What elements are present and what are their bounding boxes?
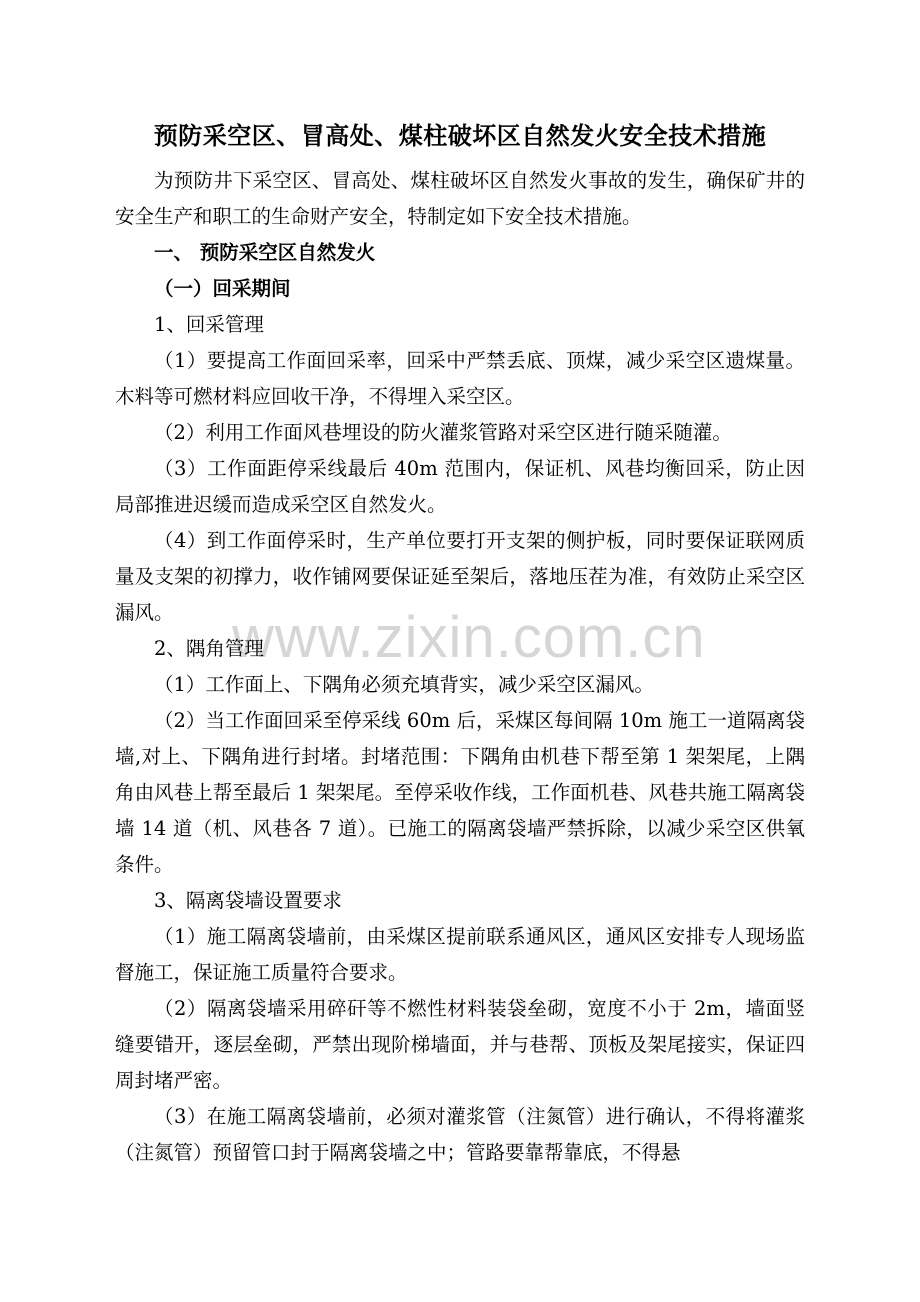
subsection-heading: （一）回采期间 <box>154 277 291 300</box>
item-heading: 2、隅角管理 <box>154 637 264 660</box>
page-title: 预防采空区、冒高处、煤柱破坏区自然发火安全技术措施 <box>153 121 767 150</box>
paragraph: （2）当工作面回采至停采线 60m 后，采煤区每间隔 10m 施工一道隔离袋墙,对上、下隅角进行封堵。封堵范围：下隅角由机巷下帮至第 1 架架尾，上隅角由风巷上帮至最后 1 架架尾。至停采收作线，工作面机巷、风巷共施工隔离袋墙 14 道（机、风巷各 7 道）。已施工的隔离袋墙严禁拆除，以减少采空区供氧条件。 <box>115 709 805 876</box>
section-heading: 一、 预防采空区自然发火 <box>154 241 376 264</box>
paragraph: （3）在施工隔离袋墙前，必须对灌浆管（注氮管）进行确认，不得将灌浆（注氮管）预留管口封于隔离袋墙之中；管路要靠帮靠底，不得悬 <box>115 1105 805 1164</box>
watermark: www.zixin.com.cn <box>232 605 706 670</box>
paragraph: （3）工作面距停采线最后 40m 范围内，保证机、风巷均衡回采，防止因局部推进迟缓而造成采空区自然发火。 <box>115 457 805 516</box>
item-heading: 3、隔离袋墙设置要求 <box>154 889 342 912</box>
paragraph: （2）隔离袋墙采用碎矸等不燃性材料装袋垒砌，宽度不小于 2m，墙面竖缝要错开，逐层垒砌，严禁出现阶梯墙面，并与巷帮、顶板及架尾接实，保证四周封堵严密。 <box>115 997 805 1092</box>
paragraph: （1）工作面上、下隅角必须充填背实，减少采空区漏风。 <box>154 673 654 696</box>
paragraph: （1）要提高工作面回采率，回采中严禁丢底、顶煤，减少采空区遗煤量。木料等可燃材料应回收干净，不得埋入采空区。 <box>115 349 805 408</box>
document-body <box>115 163 805 1171</box>
paragraph: （4）到工作面停采时，生产单位要打开支架的侧护板，同时要保证联网质量及支架的初撑力，收作铺网要保证延至架后，落地压茬为准，有效防止采空区漏风。 <box>115 529 805 624</box>
paragraph: （2）利用工作面风巷埋设的防火灌浆管路对采空区进行随采随灌。 <box>154 421 732 444</box>
item-heading: 1、回采管理 <box>154 313 264 336</box>
paragraph: （1）施工隔离袋墙前，由采煤区提前联系通风区，通风区安排专人现场监督施工，保证施工质量符合要求。 <box>115 925 805 984</box>
intro-paragraph: 为预防井下采空区、冒高处、煤柱破坏区自然发火事故的发生，确保矿井的安全生产和职工的生命财产安全，特制定如下安全技术措施。 <box>115 169 805 228</box>
